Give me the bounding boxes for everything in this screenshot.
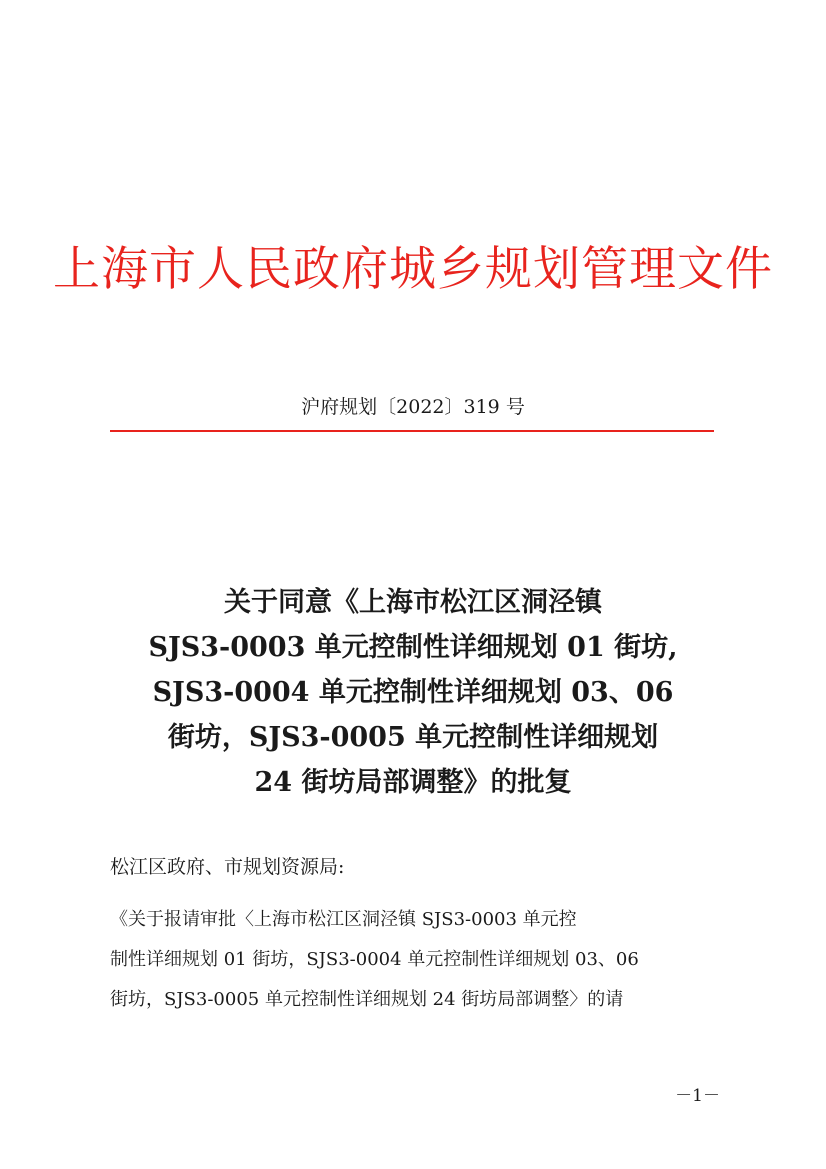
body-line: 《关于报请审批〈上海市松江区洞泾镇 SJS3-0003 单元控: [110, 909, 577, 930]
page-number: －1－: [675, 1086, 720, 1106]
title-line: SJS3-0003 单元控制性详细规划 01 街坊,: [148, 632, 678, 663]
title-line: 关于同意《上海市松江区洞泾镇: [224, 587, 602, 618]
title-line: 街坊，SJS3-0005 单元控制性详细规划: [167, 722, 659, 753]
red-divider-line: [110, 430, 714, 432]
document-number: 沪府规划〔2022〕319 号: [301, 396, 525, 418]
body-paragraph: [110, 900, 720, 1020]
title-line: SJS3-0004 单元控制性详细规划 03、06: [152, 677, 674, 708]
document-title: [100, 580, 726, 805]
body-line: 制性详细规划 01 街坊，SJS3-0004 单元控制性详细规划 03、06: [110, 949, 639, 970]
body-line: 街坊，SJS3-0005 单元控制性详细规划 24 街坊局部调整〉的请: [110, 989, 624, 1010]
addressee: 松江区政府、市规划资源局:: [110, 856, 345, 878]
issuer-masthead: 上海市人民政府城乡规划管理文件: [53, 242, 773, 297]
title-line: 24 街坊局部调整》的批复: [254, 767, 572, 798]
